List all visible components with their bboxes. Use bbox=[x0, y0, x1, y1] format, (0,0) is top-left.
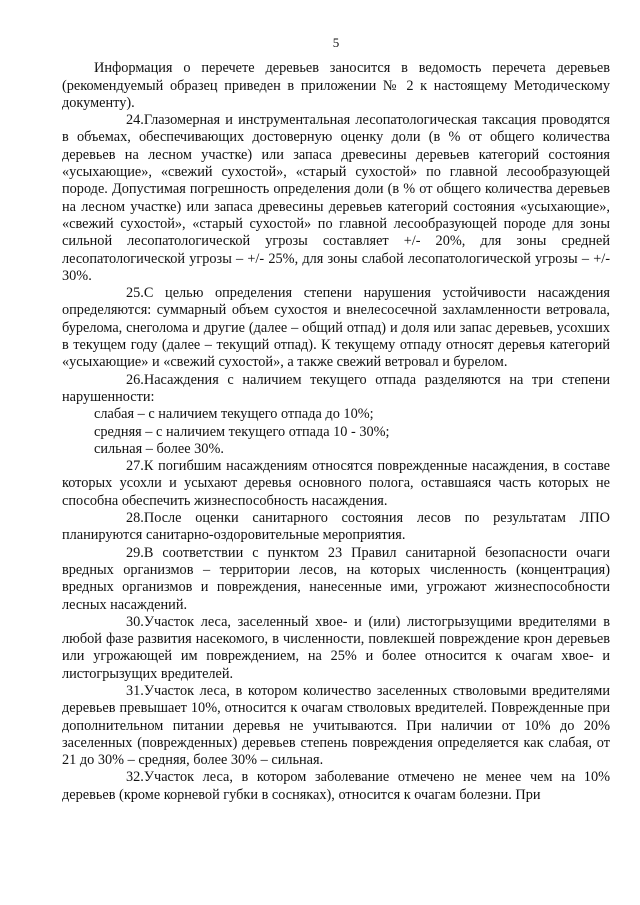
paragraph-31 bbox=[62, 683, 610, 769]
paragraph-25 bbox=[62, 285, 610, 371]
paragraph-text: В соответствии с пунктом 23 Правил санитарной безопасности очаги вредных организмов – территории лесов, на которых численность (концентрация) вредных организмов и повреждения, нанесенные ими, угрожают жизнеспособности лесных насаждений. bbox=[62, 544, 610, 613]
paragraph-30 bbox=[62, 614, 610, 683]
paragraph-text: После оценки санитарного состояния лесов по результатам ЛПО планируются санитарно-оздоровительные мероприятия. bbox=[62, 510, 610, 544]
paragraph-number: 27. bbox=[126, 458, 144, 475]
paragraph-text: Участок леса, заселенный хвое- и (или) листогрызущими вредителями в любой фазе развития насекомого, в численности, повлекшей повреждение крон деревьев или угрожающей им повреждением, на 25% и более относится к очагам хвое- и листогрызущих вредителей. bbox=[62, 613, 610, 682]
paragraph-number: 31. bbox=[126, 682, 144, 699]
paragraph-text: Участок леса, в котором количество заселенных стволовыми вредителями деревьев превышает 10%, относится к очагам стволовых вредителей. Поврежденные при дополнительном питании деревья не учитываются. При наличии от 10% до 20% заселенных (поврежденных) деревьев степень повреждения определяется как слабая, от 21 до 30% – средняя, более 30% – сильная. bbox=[62, 682, 610, 769]
paragraph-text: Насаждения с наличием текущего отпада разделяются на три степени нарушенности: bbox=[62, 371, 610, 405]
paragraph-28 bbox=[62, 510, 610, 545]
paragraph-intro bbox=[62, 60, 610, 112]
paragraph-text: К погибшим насаждениям относятся поврежденные насаждения, в составе которых усохли и усыхают деревья основного полога, оставшаяся часть которых не способна обеспечить жизнеспособность насаждения. bbox=[62, 458, 610, 509]
list-item-weak: слабая – с наличием текущего отпада до 10%; bbox=[94, 406, 374, 423]
list-item-strong: сильная – более 30%. bbox=[94, 440, 224, 457]
paragraph-32 bbox=[62, 769, 610, 804]
paragraph-27 bbox=[62, 458, 610, 510]
paragraph-number: 28. bbox=[126, 510, 144, 527]
paragraph-number: 25. bbox=[126, 285, 144, 302]
page-number: 5 bbox=[332, 35, 340, 50]
paragraph-number: 30. bbox=[126, 613, 144, 630]
paragraph-text: Информация о перечете деревьев заносится в ведомость перечета деревьев (рекомендуемый образец приведен в приложении № 2 к настоящему Методическому документу). bbox=[62, 60, 610, 111]
paragraph-number: 32. bbox=[126, 769, 144, 786]
paragraph-text: Участок леса, в котором заболевание отмечено не менее чем на 10% деревьев (кроме корневой губки в сосняках), относится к очагам болезни. При bbox=[62, 769, 610, 803]
list-item-medium: средняя – с наличием текущего отпада 10 - 30%; bbox=[94, 423, 390, 440]
paragraph-text: С целью определения степени нарушения устойчивости насаждения определяются: суммарный объем сухостоя и внелесосечной захламленности ветровала, бурелома, снеголома и другие (далее – общий отпад) и доля или запас деревьев, усохших в текущем году (далее – текущий отпад). К текущему отпаду относят деревья категорий «усыхающие» и «свежий сухостой», а также свежий ветровал и бурелом. bbox=[62, 285, 610, 371]
paragraph-29 bbox=[62, 545, 610, 614]
paragraph-26 bbox=[62, 372, 610, 407]
paragraph-number: 29. bbox=[126, 544, 144, 561]
paragraph-text: Глазомерная и инструментальная лесопатологическая таксация проводятся в объемах, обеспечивающих достоверную оценку доли (в % от общего количества деревьев на лесном участке) или запаса древесины деревьев категорий состояния «усыхающие», «свежий сухостой», «старый сухостой» по главной лесообразующей породе. Допустимая погрешность определения доли (в % от общего количества деревьев на лесном участке) или запаса древесины деревьев категорий состояния «усыхающие», «свежий сухостой», «старый сухостой» по главной лесообразующей породе для зоны сильной лесопатологической угрозы составляет +/- 20%, для зоны средней лесопатологической угрозы – +/- 25%, для зоны слабой лесопатологической угрозы – +/- 30%. bbox=[62, 112, 610, 284]
paragraph-number: 26. bbox=[126, 371, 144, 388]
paragraph-24 bbox=[62, 112, 610, 285]
document-page bbox=[62, 34, 610, 804]
paragraph-number: 24. bbox=[126, 112, 144, 129]
